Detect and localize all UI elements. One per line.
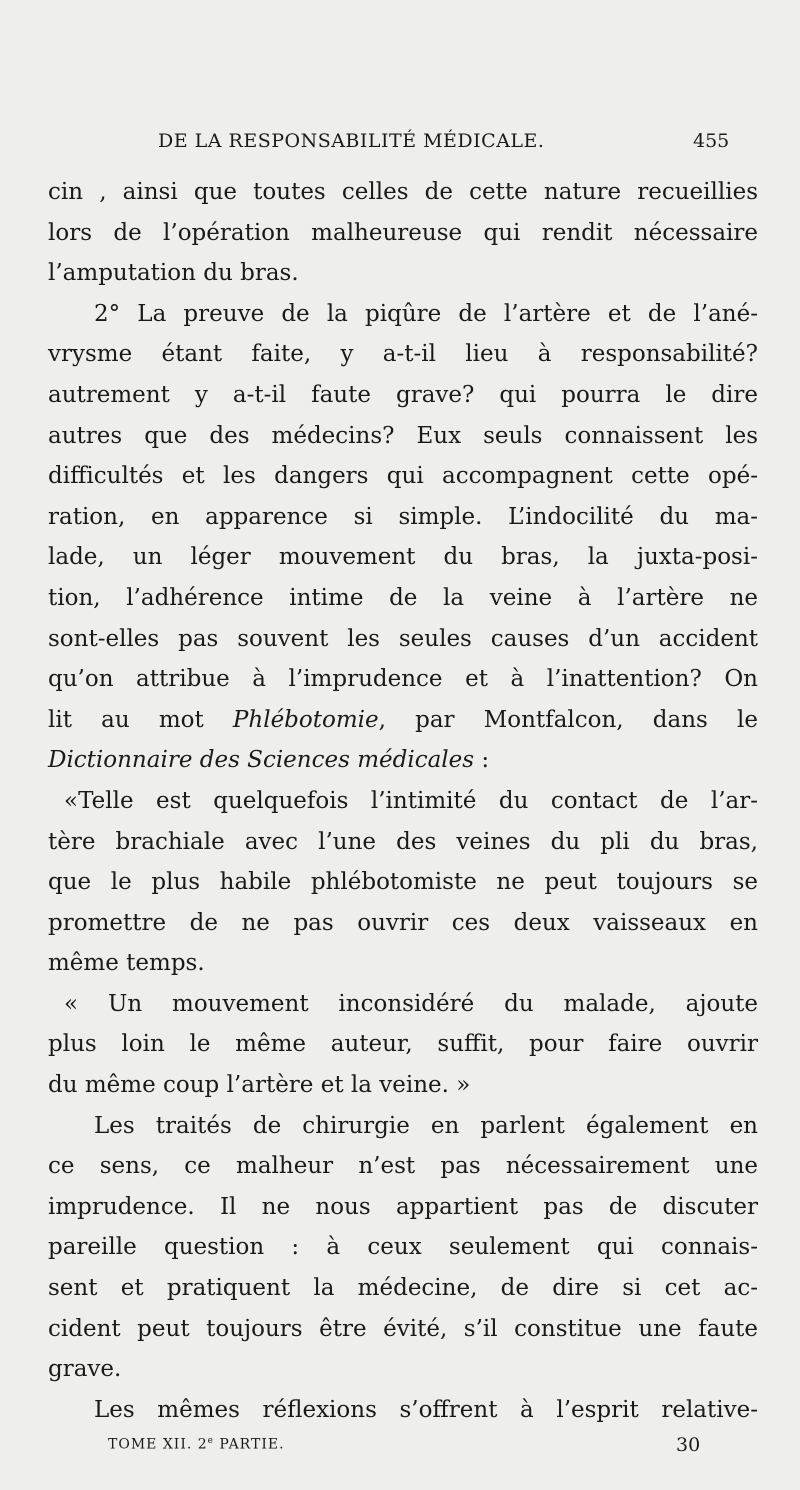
- text-line: [48, 1227, 758, 1268]
- text-line: [48, 1268, 758, 1309]
- text-line: [48, 578, 758, 619]
- text-segment: ce sens, ce malheur n’est pas nécessairement une: [48, 1153, 758, 1180]
- text-segment: sont-elles pas souvent les seules causes d’un accident: [48, 625, 758, 652]
- signature-superscript: e: [207, 1436, 214, 1446]
- text-line: [48, 1349, 758, 1390]
- text-segment: difficultés et les dangers qui accompagnent cette opé-: [48, 463, 758, 490]
- text-segment: lade, un léger mouvement du bras, la juxta-posi-: [48, 544, 758, 571]
- page-number: 455: [693, 130, 730, 152]
- text-segment: 2° La preuve de la piqûre de l’artère et de l’ané-: [94, 300, 758, 327]
- signature-suffix: PARTIE.: [213, 1436, 285, 1453]
- text-line: [48, 497, 758, 538]
- text-line: [48, 619, 758, 660]
- text-line: [48, 1390, 758, 1431]
- text-segment: l’amputation du bras.: [48, 260, 299, 287]
- text-line: [48, 781, 758, 822]
- signature-prefix: TOME XII. 2: [108, 1436, 208, 1453]
- text-line: [48, 213, 758, 254]
- text-line: [48, 1065, 758, 1106]
- text-line: [48, 700, 758, 741]
- text-segment: lit au mot: [48, 706, 233, 733]
- text-segment: sent et pratiquent la médecine, de dire si cet ac-: [48, 1275, 758, 1302]
- text-line: [48, 1187, 758, 1228]
- text-line: [48, 659, 758, 700]
- text-segment: lors de l’opération malheureuse qui rendit nécessaire: [48, 219, 758, 246]
- running-title: DE LA RESPONSABILITÉ MÉDICALE.: [158, 130, 545, 152]
- italic-text-segment: Dictionnaire des Sciences médicales: [48, 747, 475, 774]
- text-line: [48, 943, 758, 984]
- text-line: [48, 253, 758, 294]
- text-segment: Les traités de chirurgie en parlent également en: [94, 1112, 758, 1139]
- text-segment: vrysme étant faite, y a-t-il lieu à responsabilité?: [48, 341, 758, 368]
- text-segment: même temps.: [48, 950, 205, 977]
- text-line: [48, 1106, 758, 1147]
- text-segment: plus loin le même auteur, suffit, pour faire ouvrir: [48, 1031, 758, 1058]
- text-segment: «Telle est quelquefois l’intimité du contact de l’ar-: [64, 787, 758, 814]
- text-segment: ration, en apparence si simple. L’indocilité du ma-: [48, 503, 758, 530]
- text-segment: promettre de ne pas ouvrir ces deux vaisseaux en: [48, 909, 758, 936]
- text-segment: pareille question : à ceux seulement qui connais-: [48, 1234, 758, 1261]
- text-line: [48, 334, 758, 375]
- text-line: [48, 375, 758, 416]
- text-line: [48, 862, 758, 903]
- text-segment: tère brachiale avec l’une des veines du pli du bras,: [48, 828, 758, 855]
- text-line: [48, 456, 758, 497]
- text-segment: autres que des médecins? Eux seuls connaissent les: [48, 422, 758, 449]
- text-segment: , par Montfalcon, dans le: [378, 706, 758, 733]
- text-segment: :: [474, 747, 490, 774]
- page-header: [0, 130, 800, 160]
- text-line: [48, 172, 758, 213]
- text-line: [48, 1146, 758, 1187]
- text-line: [48, 984, 758, 1025]
- page-footer: [0, 1436, 800, 1466]
- text-segment: qu’on attribue à l’imprudence et à l’inattention? On: [48, 666, 758, 693]
- body-text: [48, 172, 758, 1430]
- text-line: [48, 1024, 758, 1065]
- printer-signature: [108, 1436, 285, 1453]
- text-line: [48, 537, 758, 578]
- text-segment: « Un mouvement inconsidéré du malade, ajoute: [64, 990, 758, 1017]
- italic-text-segment: Phlébotomie: [232, 706, 379, 733]
- text-segment: cident peut toujours être évité, s’il constitue une faute: [48, 1315, 758, 1342]
- text-line: [48, 1309, 758, 1350]
- text-segment: imprudence. Il ne nous appartient pas de discuter: [48, 1193, 758, 1220]
- text-segment: que le plus habile phlébotomiste ne peut toujours se: [48, 869, 758, 896]
- sheet-number: 30: [676, 1434, 701, 1456]
- text-segment: cin , ainsi que toutes celles de cette nature recueillies: [48, 179, 758, 205]
- text-line: [48, 294, 758, 335]
- text-segment: tion, l’adhérence intime de la veine à l’artère ne: [48, 584, 758, 611]
- text-line: [48, 740, 758, 781]
- text-line: [48, 903, 758, 944]
- text-line: [48, 416, 758, 457]
- text-segment: grave.: [48, 1356, 122, 1383]
- text-segment: autrement y a-t-il faute grave? qui pourra le dire: [48, 381, 758, 408]
- text-segment: du même coup l’artère et la veine. »: [48, 1072, 471, 1099]
- text-line: [48, 822, 758, 863]
- text-segment: Les mêmes réflexions s’offrent à l’esprit relative-: [94, 1396, 758, 1423]
